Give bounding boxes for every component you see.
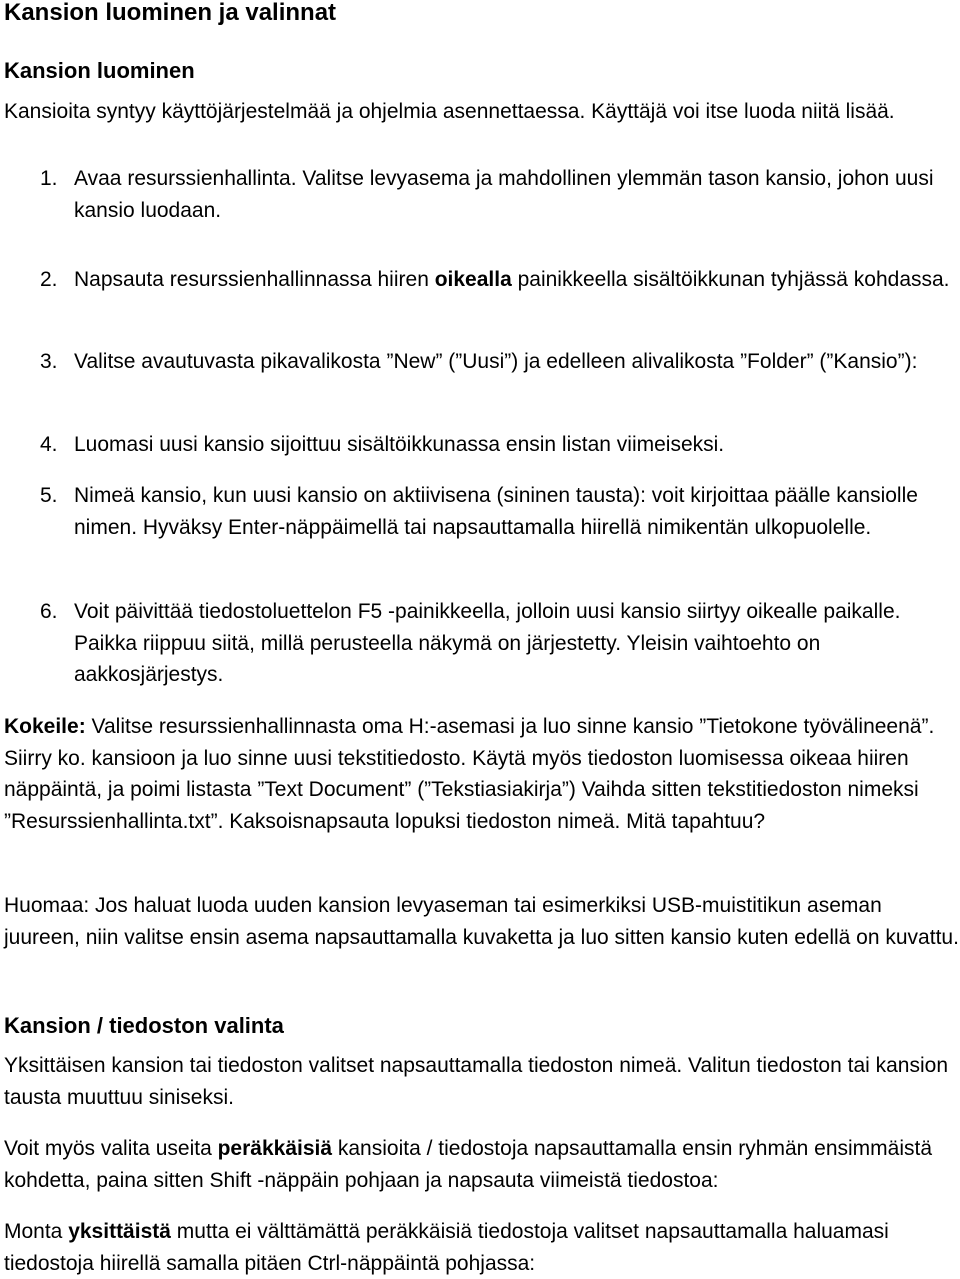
p2-after: kansioita / tiedostoja napsauttamalla ensin ryhmän ensimmäistä kohdetta, paina sitten Shift -näppäin pohjaan ja napsauta viimeistä tiedostoa: [4, 1137, 933, 1192]
intro-paragraph: Kansioita syntyy käyttöjärjestelmää ja ohjelmia asennettaessa. Käyttäjä voi itse luoda niitä lisää. [4, 100, 895, 123]
page-title: Kansion luominen ja valinnat [4, 0, 337, 26]
step-text: Avaa resurssienhallinta. Valitse levyasema ja mahdollinen ylemmän tason kansio, johon uusi kansio luodaan. [74, 167, 934, 222]
step-number: 6. [40, 600, 58, 623]
p3-bold: yksittäistä [68, 1220, 171, 1243]
step-text-after: painikkeella sisältöikkunan tyhjässä kohdassa. [511, 268, 950, 291]
selection-paragraph-1: Yksittäisen kansion tai tiedoston valitset napsauttamalla tiedoston nimeä. Valitun tiedoston tai kansion tausta muuttuu siniseksi. [4, 1054, 949, 1109]
step-number: 4. [40, 433, 58, 456]
section-heading-folder-creation: Kansion luominen [4, 58, 195, 83]
step-number: 1. [40, 167, 58, 190]
steps-list-4 [4, 429, 960, 461]
exercise-label: Kokeile: [4, 715, 86, 738]
steps-list [4, 163, 960, 226]
step-text: Nimeä kansio, kun uusi kansio on aktiivisena (sininen tausta): voit kirjoittaa päälle kansiolle nimen. Hyväksy Enter-näppäimellä tai napsauttamalla hiirellä nimikentän ulkopuolelle. [74, 484, 918, 539]
list-item [4, 429, 960, 461]
p2-before: Voit myös valita useita [4, 1137, 218, 1160]
list-item [4, 480, 960, 543]
steps-list-3 [4, 346, 960, 378]
note-paragraph: Huomaa: Jos haluat luoda uuden kansion levyaseman tai esimerkiksi USB-muistitikun aseman juureen, niin valitse ensin asema napsauttamalla kuvaketta ja luo sitten kansio kuten edellä on kuvattu. [4, 894, 959, 949]
exercise-paragraph [4, 711, 960, 837]
step-text-bold: oikealla [434, 268, 512, 291]
section-heading-selection: Kansion / tiedoston valinta [4, 1013, 284, 1038]
step-text: Voit päivittää tiedostoluettelon F5 -painikkeella, jolloin uusi kansio siirtyy oikealle paikalle. Paikka riippuu siitä, millä perusteella näkymä on järjestetty. Yleisin vaihtoehto on aakkosjärjestys. [74, 600, 901, 686]
step-number: 2. [40, 268, 58, 291]
p2-bold: peräkkäisiä [217, 1137, 333, 1160]
step-text-before: Napsauta resurssienhallinnassa hiiren [74, 268, 435, 291]
step-text: Luomasi uusi kansio sijoittuu sisältöikkunassa ensin listan viimeiseksi. [74, 433, 725, 456]
p3-before: Monta [4, 1220, 69, 1243]
step-text: Valitse avautuvasta pikavalikosta ”New” (”Uusi”) ja edelleen alivalikosta ”Folder” (”Kansio”): [74, 350, 918, 373]
exercise-text: Valitse resurssienhallinnasta oma H:-asemasi ja luo sinne kansio ”Tietokone työvälineenä”. Siirry ko. kansioon ja luo sinne uusi tekstitiedosto. Käytä myös tiedoston luomisessa oikeaa hiiren näppäintä, ja poimi listasta ”Text Document” (”Tekstiasiakirja”) Vaihda sitten tekstitiedoston nimeksi ”Resurssienhallinta.txt”. Kaksoisnapsauta lopuksi tiedoston nimeä. Mitä tapahtuu? [4, 715, 935, 833]
p3-after: mutta ei välttämättä peräkkäisiä tiedostoja valitset napsauttamalla haluamasi tiedostoja hiirellä samalla pitäen Ctrl-näppäintä pohjassa: [4, 1220, 889, 1275]
steps-list-5 [4, 480, 960, 543]
step-number: 3. [40, 350, 58, 373]
steps-list-6 [4, 596, 960, 691]
list-item [4, 346, 960, 378]
steps-list-2 [4, 264, 960, 296]
selection-paragraph-2 [4, 1133, 960, 1196]
step-number: 5. [40, 484, 58, 507]
list-item [4, 163, 960, 226]
selection-paragraph-3 [4, 1216, 960, 1279]
list-item [4, 596, 960, 691]
list-item [4, 264, 960, 296]
